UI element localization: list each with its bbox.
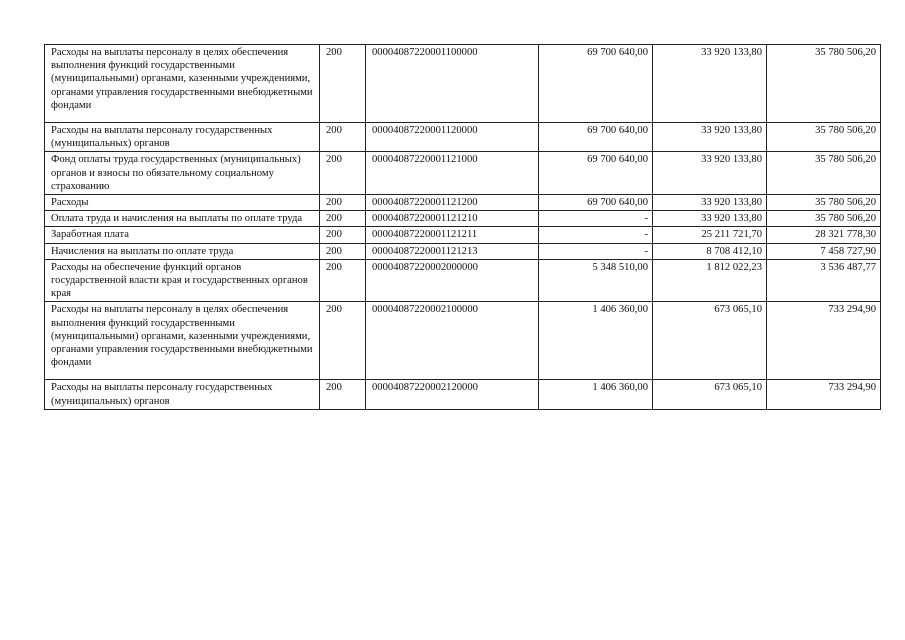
table-row (45, 152, 881, 195)
cell-unexecuted: 3 536 487,77 (767, 259, 881, 302)
cell-unexecuted: 35 780 506,20 (767, 152, 881, 195)
cell-name: Расходы на выплаты персоналу в целях обеспечения выполнения функций государственными (муниципальными) органами, казенными учреждениями, органами управления государственными внебюджетными фондами (45, 302, 320, 380)
cell-executed: 33 920 133,80 (653, 152, 767, 195)
table-row (45, 227, 881, 243)
cell-approved: 69 700 640,00 (539, 152, 653, 195)
cell-unexecuted: 35 780 506,20 (767, 195, 881, 211)
budget-execution-table (44, 44, 881, 410)
cell-name: Оплата труда и начисления на выплаты по оплате труда (45, 211, 320, 227)
cell-budget-code: 00004087220001121211 (366, 227, 539, 243)
cell-budget-code: 00004087220001121213 (366, 243, 539, 259)
cell-approved: - (539, 211, 653, 227)
cell-executed: 33 920 133,80 (653, 45, 767, 123)
cell-line-code: 200 (320, 259, 366, 302)
cell-approved: 69 700 640,00 (539, 123, 653, 152)
cell-budget-code: 00004087220002100000 (366, 302, 539, 380)
cell-approved: - (539, 243, 653, 259)
cell-approved: 69 700 640,00 (539, 45, 653, 123)
cell-executed: 673 065,10 (653, 302, 767, 380)
cell-name: Расходы на обеспечение функций органов государственной власти края и государственных органов края (45, 259, 320, 302)
cell-budget-code: 00004087220001121210 (366, 211, 539, 227)
cell-name: Фонд оплаты труда государственных (муниципальных) органов и взносы по обязательному социальному страхованию (45, 152, 320, 195)
cell-budget-code: 00004087220001121200 (366, 195, 539, 211)
cell-name: Расходы на выплаты персоналу государственных (муниципальных) органов (45, 123, 320, 152)
table-row (45, 211, 881, 227)
cell-name: Заработная плата (45, 227, 320, 243)
cell-approved: 1 406 360,00 (539, 380, 653, 409)
cell-line-code: 200 (320, 152, 366, 195)
cell-name: Начисления на выплаты по оплате труда (45, 243, 320, 259)
cell-unexecuted: 733 294,90 (767, 302, 881, 380)
cell-line-code: 200 (320, 380, 366, 409)
cell-executed: 33 920 133,80 (653, 195, 767, 211)
cell-executed: 8 708 412,10 (653, 243, 767, 259)
cell-unexecuted: 28 321 778,30 (767, 227, 881, 243)
cell-executed: 33 920 133,80 (653, 123, 767, 152)
cell-unexecuted: 35 780 506,20 (767, 211, 881, 227)
cell-budget-code: 00004087220001120000 (366, 123, 539, 152)
table-body (45, 45, 881, 410)
table-row (45, 45, 881, 123)
table-row (45, 195, 881, 211)
cell-name: Расходы (45, 195, 320, 211)
cell-unexecuted: 733 294,90 (767, 380, 881, 409)
cell-line-code: 200 (320, 211, 366, 227)
cell-executed: 1 812 022,23 (653, 259, 767, 302)
cell-unexecuted: 35 780 506,20 (767, 123, 881, 152)
table-row (45, 380, 881, 409)
cell-approved: 1 406 360,00 (539, 302, 653, 380)
cell-name: Расходы на выплаты персоналу в целях обеспечения выполнения функций государственными (муниципальными) органами, казенными учреждениями, органами управления государственными внебюджетными фондами (45, 45, 320, 123)
cell-unexecuted: 7 458 727,90 (767, 243, 881, 259)
cell-budget-code: 00004087220001121000 (366, 152, 539, 195)
cell-line-code: 200 (320, 123, 366, 152)
cell-budget-code: 00004087220002000000 (366, 259, 539, 302)
table-row (45, 259, 881, 302)
cell-approved: 5 348 510,00 (539, 259, 653, 302)
table-row (45, 243, 881, 259)
cell-line-code: 200 (320, 243, 366, 259)
cell-line-code: 200 (320, 227, 366, 243)
cell-name: Расходы на выплаты персоналу государственных (муниципальных) органов (45, 380, 320, 409)
table-row (45, 123, 881, 152)
cell-budget-code: 00004087220001100000 (366, 45, 539, 123)
cell-line-code: 200 (320, 302, 366, 380)
cell-line-code: 200 (320, 45, 366, 123)
cell-approved: - (539, 227, 653, 243)
cell-executed: 25 211 721,70 (653, 227, 767, 243)
cell-executed: 33 920 133,80 (653, 211, 767, 227)
table-row (45, 302, 881, 380)
cell-line-code: 200 (320, 195, 366, 211)
cell-budget-code: 00004087220002120000 (366, 380, 539, 409)
cell-unexecuted: 35 780 506,20 (767, 45, 881, 123)
cell-approved: 69 700 640,00 (539, 195, 653, 211)
cell-executed: 673 065,10 (653, 380, 767, 409)
